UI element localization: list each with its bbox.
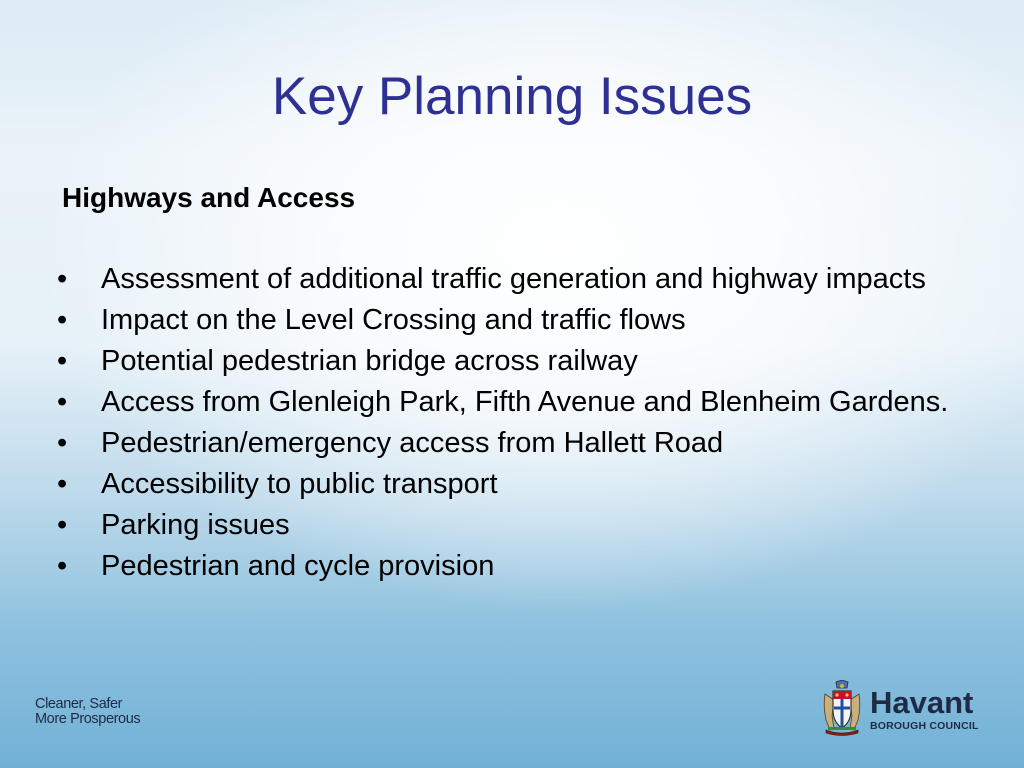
bullet-icon: • <box>57 345 68 377</box>
coat-of-arms-icon <box>824 680 860 736</box>
bullet-item <box>57 387 962 418</box>
bullet-text: Pedestrian/emergency access from Hallett Road <box>101 427 724 459</box>
section-heading: Highways and Access <box>62 182 356 213</box>
havant-logo <box>822 680 997 736</box>
bullet-icon: • <box>57 386 68 418</box>
logo-name: Havant <box>870 685 974 720</box>
slide-title: Key Planning Issues <box>271 67 753 126</box>
bullet-text: Accessibility to public transport <box>101 468 498 500</box>
bullet-icon: • <box>57 509 68 541</box>
bullet-icon: • <box>57 550 68 582</box>
bullet-icon: • <box>57 468 68 500</box>
bullet-icon: • <box>57 427 68 459</box>
bullet-item <box>57 305 962 336</box>
bullet-text: Access from Glenleigh Park, Fifth Avenue and Blenheim Gardens. <box>101 386 949 418</box>
footer-tagline <box>35 697 140 727</box>
bullet-text: Parking issues <box>101 509 290 541</box>
bullet-item <box>57 346 962 377</box>
tagline-line-2: More Prosperous <box>35 711 141 727</box>
bullet-item <box>57 510 962 541</box>
bullet-icon: • <box>57 304 68 336</box>
tagline-line-1: Cleaner, Safer <box>35 696 123 712</box>
bullet-text: Impact on the Level Crossing and traffic flows <box>101 304 686 336</box>
bullet-item <box>57 469 962 500</box>
bullet-text: Assessment of additional traffic generation and highway impacts <box>101 263 926 295</box>
bullet-list <box>57 264 962 592</box>
logo-subtitle: BOROUGH COUNCIL <box>870 720 979 732</box>
bullet-text: Potential pedestrian bridge across railway <box>101 345 638 377</box>
bullet-icon: • <box>57 263 68 295</box>
bullet-item <box>57 428 962 459</box>
bullet-item <box>57 264 962 295</box>
bullet-item <box>57 551 962 582</box>
bullet-text: Pedestrian and cycle provision <box>101 550 495 582</box>
